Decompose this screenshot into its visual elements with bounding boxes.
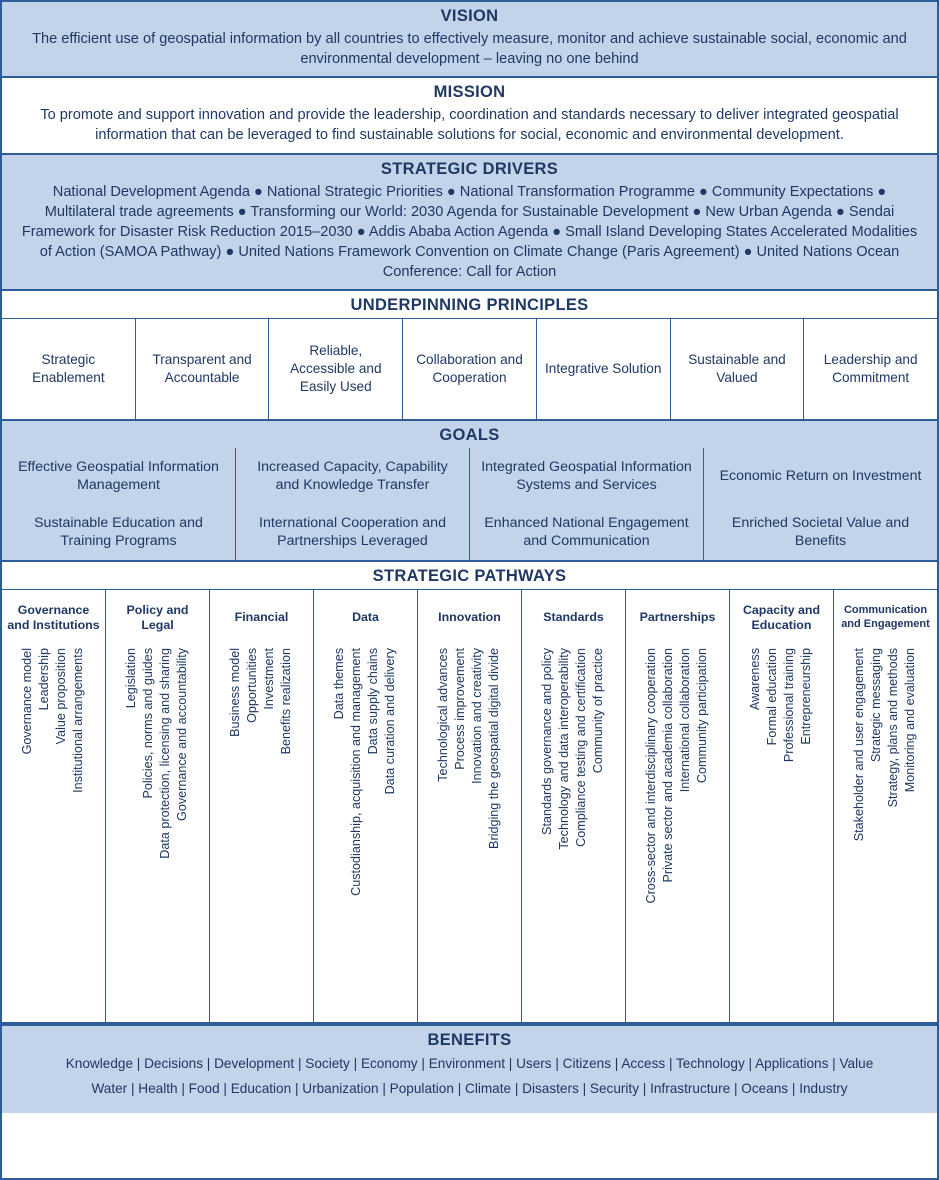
pathway-item: Value proposition [54,648,68,745]
mission-text: To promote and support innovation and provide the leadership, coordination and standards necessary to deliver integrated geospatial information that can be leveraged to find sustainable solutions for social, economic and environmental development. [40,107,899,144]
strategic-drivers-band [2,155,937,292]
benefits-title: BENEFITS [427,1031,512,1050]
pathway-item: Data curation and delivery [382,648,397,795]
pathway-column-data [314,590,418,1022]
strategic-drivers-title: STRATEGIC DRIVERS [380,159,559,178]
pathway-items [210,644,313,1022]
pathway-header: Standards [543,610,604,625]
principles-band [2,291,937,421]
pathway-item: Data supply chains [366,648,380,755]
principle-cell: Leadership and Commitment [823,351,918,386]
pathway-column-governance [2,590,106,1022]
principle-cell: Transparent and Accountable [136,319,270,419]
goal-column [704,448,937,560]
pathway-header: Data [352,610,379,625]
principle-cell: Reliable, Accessible and Easily Used [269,319,403,419]
pathway-item: Community of practice [590,648,605,774]
pathway-item: Formal education [765,648,780,746]
pathway-column-financial [210,590,314,1022]
goal-column [470,448,704,560]
pathway-item: Custodianship, acquisition and management [349,648,364,896]
pathway-item: Private sector and academia collaboration [661,648,676,883]
pathway-item: Governance and accountability [174,648,189,822]
principle-cell: Integrative Solution [537,319,671,419]
goal-column [2,448,236,560]
principles-title: UNDERPINNING PRINCIPLES [350,296,589,315]
goal-cell: Economic Return on Investment [719,467,922,484]
principle-cell: Collaboration and Cooperation [403,319,537,419]
pathway-item: International collaboration [678,648,692,793]
pathway-item: Data themes [332,648,347,720]
pathway-item: Process improvement [453,648,468,770]
pathway-item: Opportunities [245,648,260,724]
pathway-column-innovation [418,590,522,1022]
pathway-items [834,644,937,1022]
benefits-line-1: Knowledge | Decisions | Development | Society | Economy | Environment | Users | Citizens | Access | Technology | Applications | Value [65,1056,874,1072]
vision-text: The efficient use of geospatial information by all countries to effectively measure, monitor and achieve sustainable social, economic and environmental development – leaving no one behind [32,31,907,68]
pathway-item: Cross-sector and interdisciplinary cooperation [644,648,659,904]
pathway-header: Communication and Engagement [841,604,930,631]
pathway-items [522,644,625,1022]
pathway-item: Compliance testing and certification [574,648,588,847]
pathway-items [106,644,209,1022]
pathway-item: Policies, norms and guides [141,648,156,799]
pathway-item: Strategic messaging [869,648,884,763]
pathway-column-policy-legal [106,590,210,1022]
pathway-column-capacity-education [730,590,834,1022]
mission-title: MISSION [433,83,506,102]
pathway-item: Business model [228,648,243,738]
pathway-column-communication-engagement [834,590,937,1022]
pathway-item: Institutional arrangements [70,648,85,794]
goal-cell: Sustainable Education and Training Programs [34,514,203,550]
goal-column [236,448,470,560]
goals-title: GOALS [439,426,500,445]
pathway-column-standards [522,590,626,1022]
goal-cell: Effective Geospatial Information Management [18,458,219,494]
benefits-band [2,1024,937,1113]
principles-row [2,318,937,419]
goal-cell: Enriched Societal Value and Benefits [731,514,910,550]
pathway-item: Awareness [748,648,763,711]
pathway-header: Partnerships [639,610,716,625]
pathway-item: Stakeholder and user engagement [852,648,867,842]
pathway-items [418,644,521,1022]
principle-cell: Strategic Enablement [2,319,136,419]
pathway-header: Policy and Legal [126,602,189,633]
pathway-item: Technological advances [436,648,451,782]
benefits-line-2: Water | Health | Food | Education | Urbanization | Population | Climate | Disasters | Security | Infrastructure | Oceans | Industry [91,1080,848,1096]
pathway-item: Legislation [124,648,139,709]
goal-cell: Enhanced National Engagement and Communication [484,514,689,550]
pathway-item: Technology and data interoperability [557,648,572,850]
pathway-item: Leadership [37,648,52,711]
pathway-header: Capacity and Education [742,602,821,633]
pathway-item: Data protection, licensing and sharing [158,648,172,859]
vision-band [2,2,937,78]
pathway-item: Governance model [20,648,35,755]
pathway-item: Standards governance and policy [540,648,555,836]
pathway-item: Benefits realization [278,648,293,755]
goal-cell: Increased Capacity, Capability and Knowledge Transfer [257,458,448,494]
pathway-item: Investment [262,648,276,710]
pathway-item: Bridging the geospatial digital divide [486,648,501,850]
goal-cell: Integrated Geospatial Information Systems and Services [481,458,692,494]
pathway-item: Entrepreneurship [798,648,813,745]
principle-cell: Sustainable and Valued [671,319,805,419]
pathway-item: Professional training [782,648,796,763]
vision-title: VISION [440,7,499,25]
pathway-items [2,644,105,1022]
pathways-grid [2,589,937,1022]
goal-cell: International Cooperation and Partnerships Leveraged [259,514,446,550]
pathway-item: Innovation and creativity [470,648,484,784]
pathway-header: Governance and Institutions [7,602,100,633]
pathway-item: Monitoring and evaluation [902,648,917,793]
goals-grid [2,448,937,560]
pathway-header: Financial [234,610,289,625]
pathway-column-partnerships [626,590,730,1022]
strategic-pathways-title: STRATEGIC PATHWAYS [372,567,567,586]
pathway-items [730,644,833,1022]
strategic-pathways-band [2,562,937,1024]
mission-band [2,78,937,154]
pathway-items [626,644,729,1022]
pathway-items [314,644,417,1022]
strategic-drivers-text: National Development Agenda ● National Strategic Priorities ● National Transformation Programme ● Community Expectations ● Multilateral trade agreements ● Transforming our World: 2030 Agenda for Sustainable Development ● New Urban Agenda ● Sendai Framework for Disaster Risk Reduction 2015–2030 ● Addis Ababa Action Agenda ● Small Island Developing States Accelerated Modalities of Action (SAMOA Pathway) ● United Nations Framework Convention on Climate Change (Paris Agreement) ● United Nations Ocean Conference: Call for Action [21,183,918,280]
pathway-header: Innovation [438,610,501,625]
pathway-item: Community participation [694,648,709,784]
goals-band [2,421,937,562]
pathway-item: Strategy, plans and methods [886,648,900,808]
